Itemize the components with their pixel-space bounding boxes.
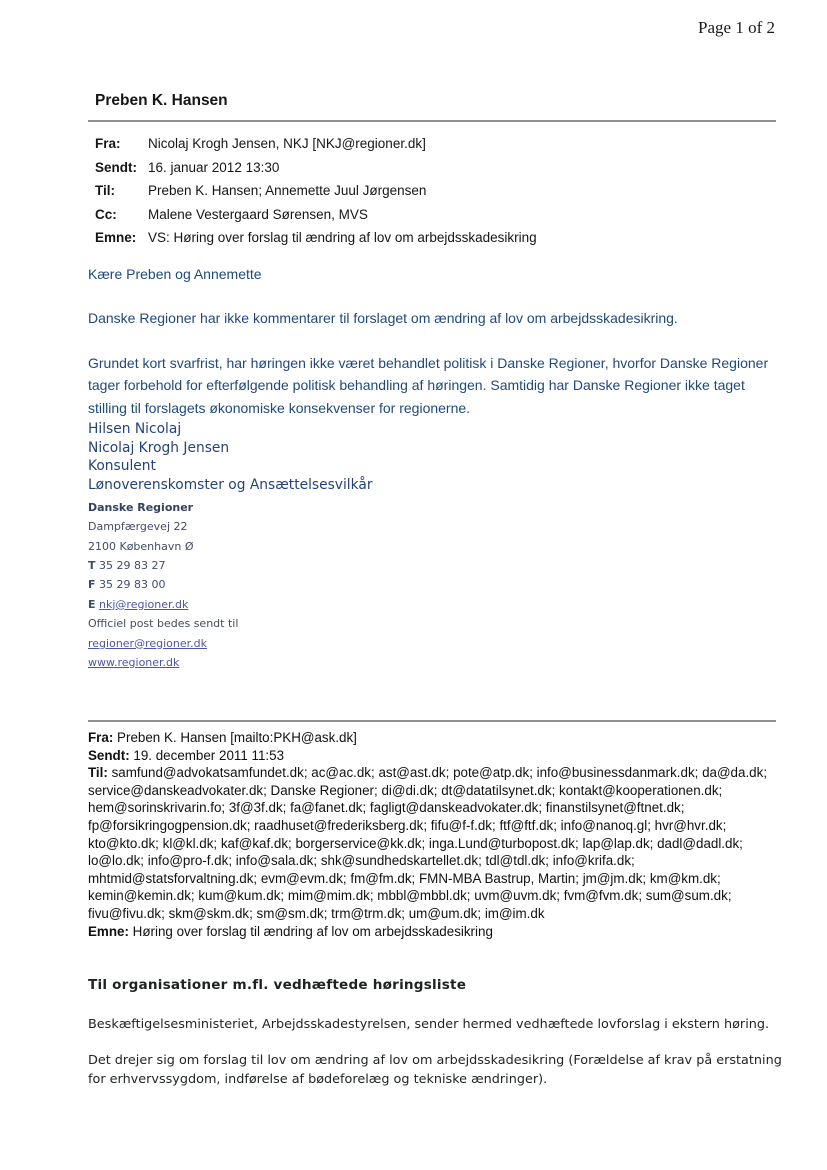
email1-header-from-row (95, 132, 775, 156)
phone-label: T (88, 559, 96, 573)
signature-farewell: Hilsen Nicolaj (88, 421, 182, 437)
email1-sender-title: Preben K. Hansen (95, 92, 228, 109)
email1-header-cc-row (95, 203, 775, 227)
email2-paragraph-2: Det drejer sig om forslag til lov om ændring af lov om arbejdsskadesikring (Forældelse af krav på erstatning for erhvervssygdom, indførelse af bødeforelæg og tekniske ændringer). (88, 1053, 782, 1087)
signature-email-link[interactable]: nkj@regioner.dk (99, 597, 189, 611)
page-number: Page 1 of 2 (698, 18, 775, 37)
signature-company: Danske Regioner (88, 500, 194, 514)
email2-subject-line (88, 923, 780, 941)
phone-number: 35 29 83 27 (99, 559, 166, 573)
subject-label: Emne: (88, 923, 129, 939)
email1-paragraph-1: Danske Regioner har ikke kommentarer til forslaget om ændring af lov om arbejdsskadesikring. (88, 310, 678, 327)
signature-address-line2: 2100 København Ø (88, 539, 194, 553)
email2-body (88, 977, 788, 1106)
signature-name: Nicolaj Krogh Jensen (88, 439, 230, 456)
cc-label: Cc: (95, 206, 117, 222)
email1-header-sent-row (95, 156, 775, 180)
email2-header-block (88, 729, 780, 940)
email1-signature (88, 420, 373, 672)
subject-value: VS: Høring over forslag til ændring af lov om arbejdsskadesikring (148, 230, 537, 246)
email1-body (88, 263, 778, 441)
email2-paragraph-1: Beskæftigelsesministeriet, Arbejdsskadestyrelsen, sender hermed vedhæftede lovforslag i ekstern høring. (88, 1017, 770, 1032)
signature-address-line1: Dampfærgevej 22 (88, 520, 188, 534)
sent-value: 19. december 2011 11:53 (133, 747, 285, 763)
signature-fax-row (88, 575, 373, 594)
fax-number: 35 29 83 00 (99, 578, 166, 592)
email-label: E (88, 597, 96, 611)
subject-value: Høring over forslag til ændring af lov om arbejdsskadesikring (132, 923, 493, 939)
email1-header-subject-row (95, 226, 775, 250)
cc-value: Malene Vestergaard Sørensen, MVS (148, 206, 368, 222)
email1-header-to-row (95, 179, 775, 203)
website-link[interactable]: www.regioner.dk (88, 656, 180, 670)
quoted-email-divider (88, 720, 776, 722)
email2-heading: Til organisationer m.fl. vedhæftede høringsliste (88, 977, 467, 993)
header-divider (88, 120, 776, 122)
signature-email-row (88, 595, 373, 614)
email2-to-line (88, 764, 780, 922)
from-value: Preben K. Hansen [mailto:PKH@ask.dk] (117, 730, 357, 745)
sent-label: Sendt: (95, 159, 137, 175)
sent-label: Sendt: (88, 747, 130, 763)
from-value: Nicolaj Krogh Jensen, NKJ [NKJ@regioner.dk] (148, 136, 426, 151)
signature-job-title: Konsulent (88, 458, 156, 475)
email1-header-block (95, 132, 775, 250)
signature-official-note: Officiel post bedes sendt til (88, 617, 239, 631)
from-label: Fra: (88, 730, 114, 745)
email1-paragraph-2: Grundet kort svarfrist, har høringen ikke været behandlet politisk i Danske Regioner, hvorfor Danske Regioner tager forbehold for efterfølgende politisk behandling af høringen. Samtidig har Danske Regioner ikke taget stilling til forslagets økonomiske konsekvenser for regionerne. (88, 354, 769, 416)
fax-label: F (88, 578, 96, 592)
email2-sent-line (88, 747, 780, 765)
email2-from-line (88, 729, 780, 747)
to-label: Til: (88, 765, 108, 781)
signature-department: Lønoverenskomster og Ansættelsesvilkår (88, 477, 373, 494)
subject-label: Emne: (95, 230, 137, 246)
sent-value: 16. januar 2012 13:30 (148, 159, 280, 175)
to-label: Til: (95, 183, 115, 199)
email1-greeting: Kære Preben og Annemette (88, 266, 262, 282)
official-email-link[interactable]: regioner@regioner.dk (88, 636, 207, 650)
to-value: Preben K. Hansen; Annemette Juul Jørgensen (148, 183, 427, 199)
to-recipient-list: samfund@advokatsamfundet.dk; ac@ac.dk; ast@ast.dk; pote@atp.dk; info@businessdanmark.dk; da@da.dk; service@danskeadvokater.dk; Danske Regioner; di@di.dk; dt@datatilsynet.dk; kontakt@kooperationen.dk; hem@sorinskrivarin.fo; 3f@3f.dk; fa@fanet.dk; fagligt@danskeadvokater.dk; finanstilsynet@ftnet.dk; fp@forsikringogpension.dk; raadhuset@frederiksberg.dk; fifu@f-f.dk; ftf@ftf.dk; info@nanoq.gl; hvr@hvr.dk; kto@kto.dk; kl@kl.dk; kaf@kaf.dk; borgerservice@kk.dk; inga.Lund@turbopost.dk; lap@lap.dk; dadl@dadl.dk; lo@lo.dk; info@pro-f.dk; info@sala.dk; shk@sundhedskartellet.dk; tdl@tdl.dk; info@krifa.dk; mhtmid@statsforvaltning.dk; evm@evm.dk; fm@fm.dk; FMN-MBA Bastrup, Martin; jm@jm.dk; km@km.dk; kemin@kemin.dk; kum@kum.dk; mim@mim.dk; mbbl@mbbl.dk; uvm@uvm.dk; fvm@fvm.dk; sum@sum.dk; fivu@fivu.dk; skm@skm.dk; sm@sm.dk; trm@trm.dk; um@um.dk; im@im.dk (88, 765, 768, 921)
signature-phone-row (88, 556, 373, 575)
from-label: Fra: (95, 136, 121, 151)
